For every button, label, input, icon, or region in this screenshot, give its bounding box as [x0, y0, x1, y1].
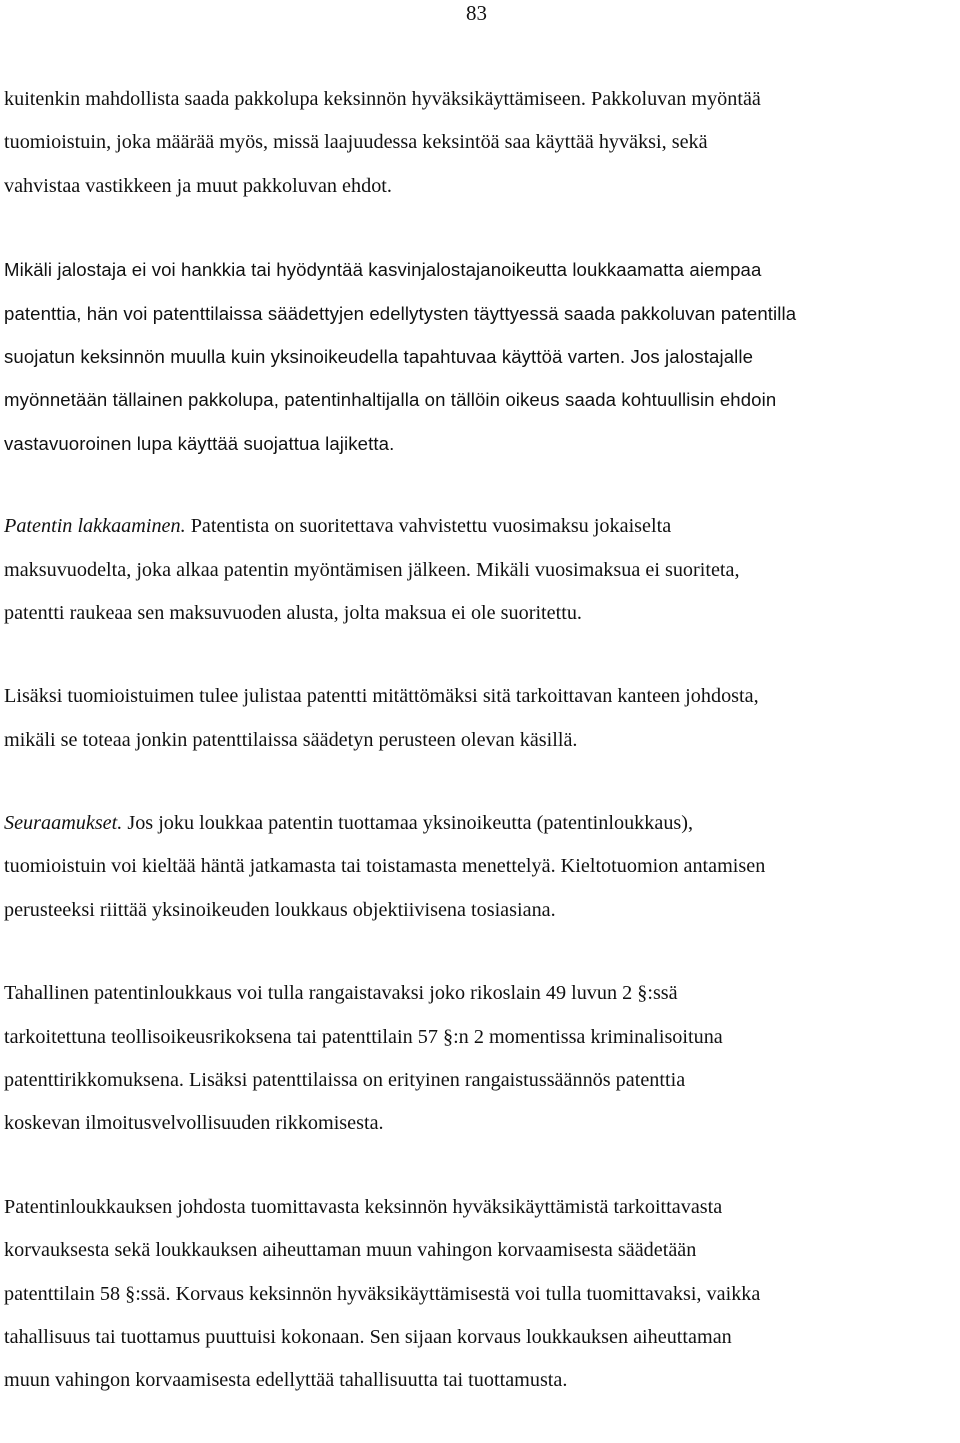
text-line: korvauksesta sekä loukkauksen aiheuttaman muun vahingon korvaamisesta säädetään — [4, 1239, 697, 1262]
text-line: Patentinloukkauksen johdosta tuomittavasta keksinnön hyväksikäyttämistä tarkoittavasta — [4, 1195, 723, 1218]
text-segment: Jos joku loukkaa patentin tuottamaa yksinoikeutta (patentinloukkaus), — [122, 812, 694, 835]
paragraph-invalidity — [4, 675, 958, 762]
paragraph-patent-lapse — [4, 505, 958, 635]
paragraph-consequences — [4, 802, 958, 932]
paragraph-breeder — [4, 248, 958, 465]
text-segment: Patentista on suoritettava vahvistettu vuosimaksu jokaiselta — [185, 515, 672, 538]
text-line: patentti raukeaa sen maksuvuoden alusta, jolta maksua ei ole suoritettu. — [4, 601, 582, 624]
text-line: kuitenkin mahdollista saada pakkolupa keksinnön hyväksikäyttämiseen. Pakkoluvan myöntää — [4, 88, 761, 110]
paragraph-compensation — [4, 1186, 958, 1403]
text-line: koskevan ilmoitusvelvollisuuden rikkomisesta. — [4, 1112, 384, 1135]
text-line: patenttia, hän voi patenttilaissa säädettyjen edellytysten täyttyessä saada pakkoluvan patentilla — [4, 302, 797, 324]
page-number: 83 — [466, 1, 487, 25]
text-line: myönnetään tällainen pakkolupa, patentinhaltijalla on tällöin oikeus saada kohtuullisin ehdoin — [4, 389, 777, 411]
text-line — [4, 505, 958, 548]
text-line: Mikäli jalostaja ei voi hankkia tai hyödyntää kasvinjalostajanoikeutta loukkaamatta aiempaa — [4, 259, 762, 281]
section-heading: Seuraamukset. — [4, 812, 123, 835]
paragraph-criminal-infringement — [4, 972, 958, 1146]
text-line: tahallisuus tai tuottamus puuttuisi kokonaan. Sen sijaan korvaus loukkauksen aiheuttaman — [4, 1325, 732, 1348]
text-line: mikäli se toteaa jonkin patenttilaissa säädetyn perusteen olevan käsillä. — [4, 728, 578, 751]
text-line: tuomioistuin, joka määrää myös, missä laajuudessa keksintöä saa käyttää hyväksi, sekä — [4, 131, 708, 154]
text-line — [4, 335, 958, 378]
text-line: maksuvuodelta, joka alkaa patentin myöntämisen jälkeen. Mikäli vuosimaksua ei suoriteta, — [4, 558, 740, 581]
text-line: perusteeksi riittää yksinoikeuden loukkaus objektiivisena tosiasiana. — [4, 898, 556, 921]
text-line: Lisäksi tuomioistuimen tulee julistaa patentti mitättömäksi sitä tarkoittavan kanteen johdosta, — [4, 685, 759, 708]
text-line: patenttilain 58 §:ssä. Korvaus keksinnön hyväksikäyttämisestä voi tulla tuomittavaksi, vaikka — [4, 1282, 761, 1305]
text-line — [4, 802, 958, 845]
text-line: vahvistaa vastikkeen ja muut pakkoluvan ehdot. — [4, 174, 392, 197]
paragraph-compulsory-license — [4, 78, 958, 208]
text-segment: Jos jalostajalle — [625, 345, 754, 367]
document-body — [4, 78, 958, 1443]
section-heading: Patentin lakkaaminen. — [4, 515, 186, 538]
text-line: tuomioistuin voi kieltää häntä jatkamasta tai toistamasta menettelyä. Kieltotuomion antamisen — [4, 855, 766, 878]
text-line: tarkoitettuna teollisoikeusrikoksena tai patenttilain 57 §:n 2 momentissa kriminalisoituna — [4, 1025, 723, 1048]
text-line: vastavuoroinen lupa käyttää suojattua lajiketta. — [4, 432, 395, 454]
text-line: Tahallinen patentinloukkaus voi tulla rangaistavaksi joko rikoslain 49 luvun 2 §:ssä — [4, 982, 678, 1005]
text-segment: suojatun keksinnön muulla kuin yksinoikeudella tapahtuvaa käyttöä varten. — [4, 345, 626, 367]
text-line: muun vahingon korvaamisesta edellyttää tahallisuutta tai tuottamusta. — [4, 1369, 568, 1392]
text-line: patenttirikkomuksena. Lisäksi patenttilaissa on erityinen rangaistussäännös patenttia — [4, 1069, 686, 1092]
